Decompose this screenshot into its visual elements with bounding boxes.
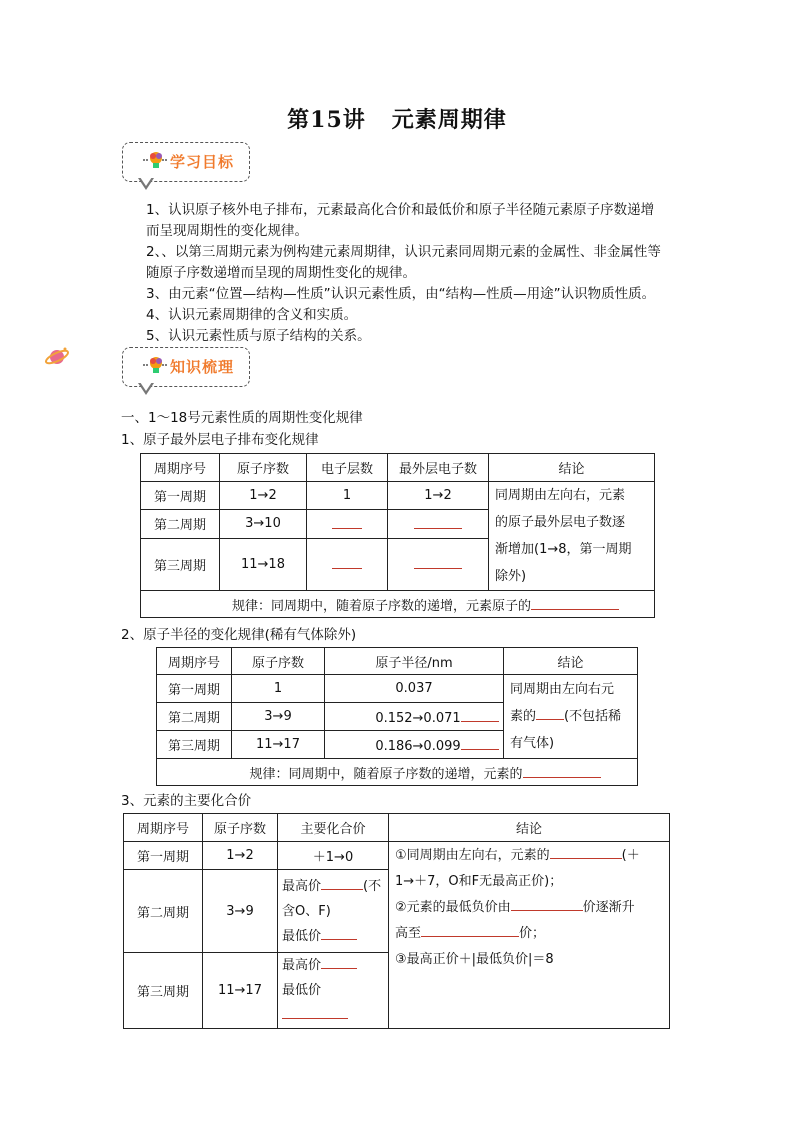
valence-line: 含O、F) [282,903,331,919]
radius-cell [325,703,504,731]
conclusion-line: 有气体) [510,736,555,751]
valence-line [282,953,384,978]
knowledge-badge [122,347,250,393]
subsection-heading: 3、元素的主要化合价 [121,793,252,809]
header-cell: 原子序数 [220,454,307,482]
page-title [0,103,794,134]
answer-blank[interactable] [421,923,519,937]
answer-blank[interactable] [523,764,601,778]
answer-blank[interactable] [332,515,362,529]
rule-cell [157,759,638,786]
conclusion-line [510,703,631,730]
conclusion-line: 1→＋7，O和F无最高正价)； [395,874,563,889]
atomic-number-cell: 11→17 [232,731,325,759]
atomic-number-cell: 11→18 [220,538,307,591]
conclusion-text: ①同周期由左向右，元素的 [395,848,550,863]
header-cell: 电子层数 [307,454,388,482]
conclusion-line [395,895,663,921]
goals-badge [122,142,250,188]
valence-line [282,978,384,1028]
lecture-number: 第15讲 [287,107,366,133]
period-cell: 第二周期 [141,510,220,538]
valence-text: (不 [363,878,382,894]
conclusion-text: (＋ [621,848,640,863]
table-header-row [124,814,670,842]
atomic-number-cell: 3→9 [203,870,278,953]
radius-cell [325,731,504,759]
goals-badge-label: 学习目标 [170,153,235,171]
valence-line [282,924,384,949]
table-atomic-radius [156,647,638,786]
rule-row [157,759,638,786]
goal-line: 2、、以第三周期元素为例构建元素周期律，认识元素同周期元素的金属性、非金属性等 [146,244,661,260]
table-header-row [141,454,655,482]
header-cell: 原子半径/nm [325,648,504,675]
goal-line: 4、认识元素周期律的含义和实质。 [146,307,358,323]
conclusion-line: 同周期由左向右，元素 [495,488,626,503]
period-cell: 第一周期 [124,842,203,870]
header-cell: 周期序号 [124,814,203,842]
goal-line: 随原子序数递增而呈现的周期性变化的规律。 [146,265,416,281]
rule-text: 规律：同周期中，随着原子序数的递增，元素的 [249,766,523,782]
rule-text: 规律：同周期中，随着原子序数的递增，元素原子的 [231,598,531,614]
conclusion-cell [504,675,638,759]
goal-line: 而呈现周期性的变化规律。 [146,223,308,239]
table-row [157,675,638,703]
outer-electrons-cell: 1→2 [388,482,489,510]
valence-text: 最低价 [282,983,322,998]
conclusion-line: 的原子最外层电子数逐 [495,515,626,530]
conclusion-text: ②元素的最低负价由 [395,900,511,915]
radius-value: 0.152→0.071 [375,710,461,726]
outer-electrons-cell [388,538,489,591]
conclusion-line [395,843,663,869]
answer-blank[interactable] [332,555,362,569]
header-cell: 结论 [389,814,670,842]
answer-blank[interactable] [321,876,363,890]
answer-blank[interactable] [321,926,357,940]
knowledge-badge-label: 知识梳理 [170,358,235,376]
atomic-number-cell: 3→9 [232,703,325,731]
goal-line: 3、由元素“位置—结构—性质”认识元素性质，由“结构—性质—用途”认识物质性质。 [146,286,656,302]
answer-blank[interactable] [531,596,619,610]
table-electron-layers [140,453,655,618]
valence-cell [278,953,389,1029]
table-valence [123,813,670,1029]
radius-cell: 0.037 [325,675,504,703]
header-cell: 最外层电子数 [388,454,489,482]
period-cell: 第三周期 [157,731,232,759]
atomic-number-cell: 11→17 [203,953,278,1029]
table-header-row [157,648,638,675]
answer-blank[interactable] [461,708,499,722]
radius-value: 0.186→0.099 [375,738,461,754]
conclusion-line: ③最高正价＋|最低负价|＝8 [395,952,554,967]
valence-text: 最低价 [282,928,322,944]
table-row [141,482,655,510]
goal-line: 5、认识元素性质与原子结构的关系。 [146,328,371,344]
rule-row [141,591,655,618]
conclusion-text: 价逐渐升 [582,900,635,915]
rule-cell [141,591,655,618]
answer-blank[interactable] [321,955,357,969]
period-cell: 第三周期 [124,953,203,1029]
header-cell: 结论 [504,648,638,675]
conclusion-line: 除外) [495,569,527,584]
layers-cell [307,538,388,591]
period-cell: 第一周期 [141,482,220,510]
valence-line [282,874,384,899]
lightbulb-icon [142,149,168,173]
valence-text: 最高价 [282,958,322,973]
outer-electrons-cell [388,510,489,538]
valence-text: 最高价 [282,878,322,894]
conclusion-line: 渐增加(1→8，第一周期 [495,542,632,557]
valence-cell [278,870,389,953]
header-cell: 主要化合价 [278,814,389,842]
layers-cell [307,510,388,538]
lightbulb-icon [142,354,168,378]
header-cell: 结论 [489,454,655,482]
table-row [124,842,670,870]
conclusion-cell [389,842,670,1029]
header-cell: 周期序号 [157,648,232,675]
section-heading: 一、1～18号元素性质的周期性变化规律 [121,410,363,426]
goal-line: 1、认识原子核外电子排布，元素最高化合价和最低价和原子半径随元素原子序数递增 [146,202,655,218]
period-cell: 第二周期 [157,703,232,731]
answer-blank[interactable] [550,845,622,859]
answer-blank[interactable] [536,706,564,720]
conclusion-cell [489,482,655,591]
atomic-number-cell: 1→2 [220,482,307,510]
header-cell: 原子序数 [203,814,278,842]
answer-blank[interactable] [282,1005,348,1019]
conclusion-line [395,921,663,947]
atomic-number-cell: 1→2 [203,842,278,870]
conclusion-text: 素的 [510,709,537,724]
header-cell: 原子序数 [232,648,325,675]
atomic-number-cell: 3→10 [220,510,307,538]
period-cell: 第二周期 [124,870,203,953]
period-cell: 第三周期 [141,538,220,591]
conclusion-text: 高至 [395,926,422,941]
layers-cell: 1 [307,482,388,510]
answer-blank[interactable] [414,555,462,569]
answer-blank[interactable] [461,736,499,750]
lecture-topic: 元素周期律 [391,107,507,133]
header-cell: 周期序号 [141,454,220,482]
answer-blank[interactable] [414,515,462,529]
period-cell: 第一周期 [157,675,232,703]
answer-blank[interactable] [511,897,583,911]
conclusion-text: (不包括稀 [564,709,622,724]
conclusion-text: 价； [519,926,546,941]
atomic-number-cell: 1 [232,675,325,703]
planet-icon [44,344,70,370]
subsection-heading: 1、原子最外层电子排布变化规律 [121,432,319,448]
valence-cell: ＋1→0 [278,842,389,870]
subsection-heading: 2、原子半径的变化规律(稀有气体除外) [121,627,357,643]
conclusion-line: 同周期由左向右元 [510,682,615,697]
